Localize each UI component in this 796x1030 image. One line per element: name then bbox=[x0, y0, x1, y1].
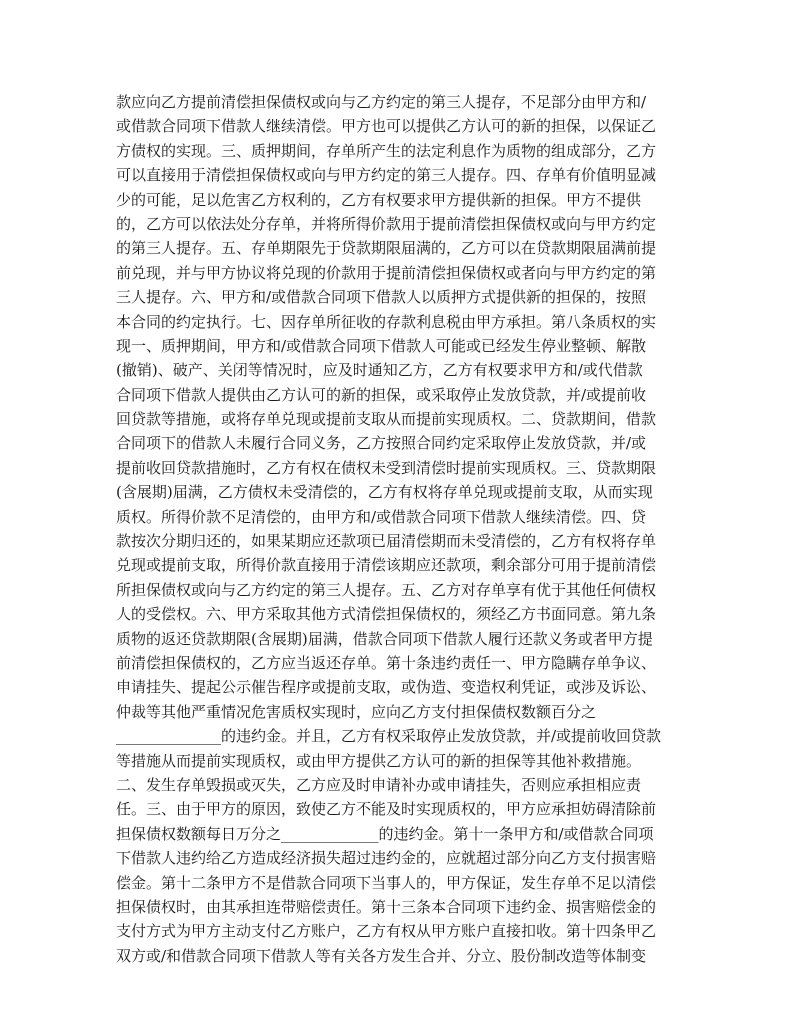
text-line: 可以直接用于清偿担保债权或向与甲方约定的第三人提存。四、存单有价值明显减 bbox=[116, 166, 657, 185]
text-line: (撤销)、破产、关闭等情况时，应及时通知乙方，乙方有权要求甲方和/或代借款 bbox=[116, 361, 643, 380]
text-line: 合同项下借款人提供由乙方认可的新的担保，或采取停止发放贷款，并/或提前收 bbox=[116, 385, 647, 404]
document-body bbox=[116, 90, 682, 968]
text-line: 支付方式为甲方主动支付乙方账户，乙方有权从甲方账户直接扣收。第十四条甲乙 bbox=[116, 922, 657, 941]
text-line: 的，乙方可以依法处分存单，并将所得价款用于提前清偿担保债权或向与甲方约定 bbox=[116, 214, 657, 233]
text-line: 本合同的约定执行。七、因存单所征收的存款利息税由甲方承担。第八条质权的实 bbox=[116, 312, 657, 331]
text-line: 担保债权时，由其承担连带赔偿责任。第十三条本合同项下违约金、损害赔偿金的 bbox=[116, 897, 657, 916]
text-line: 所担保债权或向与乙方约定的第三人提存。五、乙方对存单享有优于其他任何债权 bbox=[116, 580, 657, 599]
text-line: 合同项下的借款人未履行合同义务，乙方按照合同约定采取停止发放贷款，并/或 bbox=[116, 434, 647, 453]
text-line: 偿金。第十二条甲方不是借款合同项下当事人的，甲方保证，发生存单不足以清偿 bbox=[116, 873, 657, 892]
text-line: 款应向乙方提前清偿担保债权或向与乙方约定的第三人提存，不足部分由甲方和/ bbox=[116, 93, 647, 111]
text-line: 担保债权数额每日万分之_____________的违约金。第十一条甲方和/或借款合同项 bbox=[116, 824, 654, 843]
text-line: 的第三人提存。五、存单期限先于贷款期限届满的，乙方可以在贷款期限届满前提 bbox=[116, 239, 657, 258]
text-line: 仲裁等其他严重情况危害质权实现时，应向乙方支付担保债权数额百分之 bbox=[116, 702, 597, 721]
text-line: 前兑现，并与甲方协议将兑现的价款用于提前清偿担保债权或者向与甲方约定的第 bbox=[116, 263, 657, 282]
text-line: (含展期)届满，乙方债权未受清偿的，乙方有权将存单兑现或提前支取，从而实现 bbox=[116, 483, 653, 502]
text-line: 质权。所得价款不足清偿的，由甲方和/或借款合同项下借款人继续清偿。四、贷 bbox=[116, 507, 647, 526]
text-line: 回贷款等措施，或将存单兑现或提前支取从而提前实现质权。二、贷款期间，借款 bbox=[116, 410, 657, 429]
text-line: 三人提存。六、甲方和/或借款合同项下借款人以质押方式提供新的担保的，按照 bbox=[116, 288, 647, 307]
text-line: 款按次分期归还的，如果某期应还款项已届清偿期而未受清偿的，乙方有权将存单 bbox=[116, 532, 657, 551]
text-line: 前清偿担保债权的，乙方应当返还存单。第十条违约责任一、甲方隐瞒存单争议、 bbox=[116, 653, 657, 672]
text-line: 下借款人违约给乙方造成经济损失超过违约金的，应就超过部分向乙方支付损害赔 bbox=[116, 849, 657, 868]
text-line: 任。三、由于甲方的原因，致使乙方不能及时实现质权的，甲方应承担妨碍清除前 bbox=[116, 800, 657, 819]
text-line: 二、发生存单毁损或灭失，乙方应及时申请补办或申请挂失，否则应承担相应责 bbox=[116, 775, 642, 794]
text-line: 提前收回贷款措施时，乙方有权在债权未受到清偿时提前实现质权。三、贷款期限 bbox=[116, 458, 657, 477]
text-line: 申请挂失、提起公示催告程序或提前支取，或伪造、变造权利凭证，或涉及诉讼、 bbox=[116, 678, 657, 697]
text-line: 兑现或提前支取，所得价款直接用于清偿该期应还款项，剩余部分可用于提前清偿 bbox=[116, 556, 657, 575]
text-line: ______________的违约金。并且，乙方有权采取停止发放贷款，并/或提前收回贷款 bbox=[116, 727, 662, 746]
text-line: 双方或/和借款合同项下借款人等有关各方发生合并、分立、股份制改造等体制变 bbox=[116, 946, 647, 965]
text-line: 人的受偿权。六、甲方采取其他方式清偿担保债权的，须经乙方书面同意。第九条 bbox=[116, 605, 657, 624]
text-line: 等措施从而提前实现质权，或由甲方提供乙方认可的新的担保等其他补救措施。 bbox=[116, 751, 642, 770]
text-line: 或借款合同项下借款人继续清偿。甲方也可以提供乙方认可的新的担保，以保证乙 bbox=[116, 117, 657, 136]
text-line: 方债权的实现。三、质押期间，存单所产生的法定利息作为质物的组成部分，乙方 bbox=[116, 141, 657, 160]
text-line: 质物的返还贷款期限(含展期)届满，借款合同项下借款人履行还款义务或者甲方提 bbox=[116, 629, 653, 648]
text-line: 少的可能，足以危害乙方权利的，乙方有权要求甲方提供新的担保。甲方不提供 bbox=[116, 190, 642, 209]
text-line: 现一、质押期间，甲方和/或借款合同项下借款人可能或已经发生停业整顿、解散 bbox=[116, 336, 647, 355]
